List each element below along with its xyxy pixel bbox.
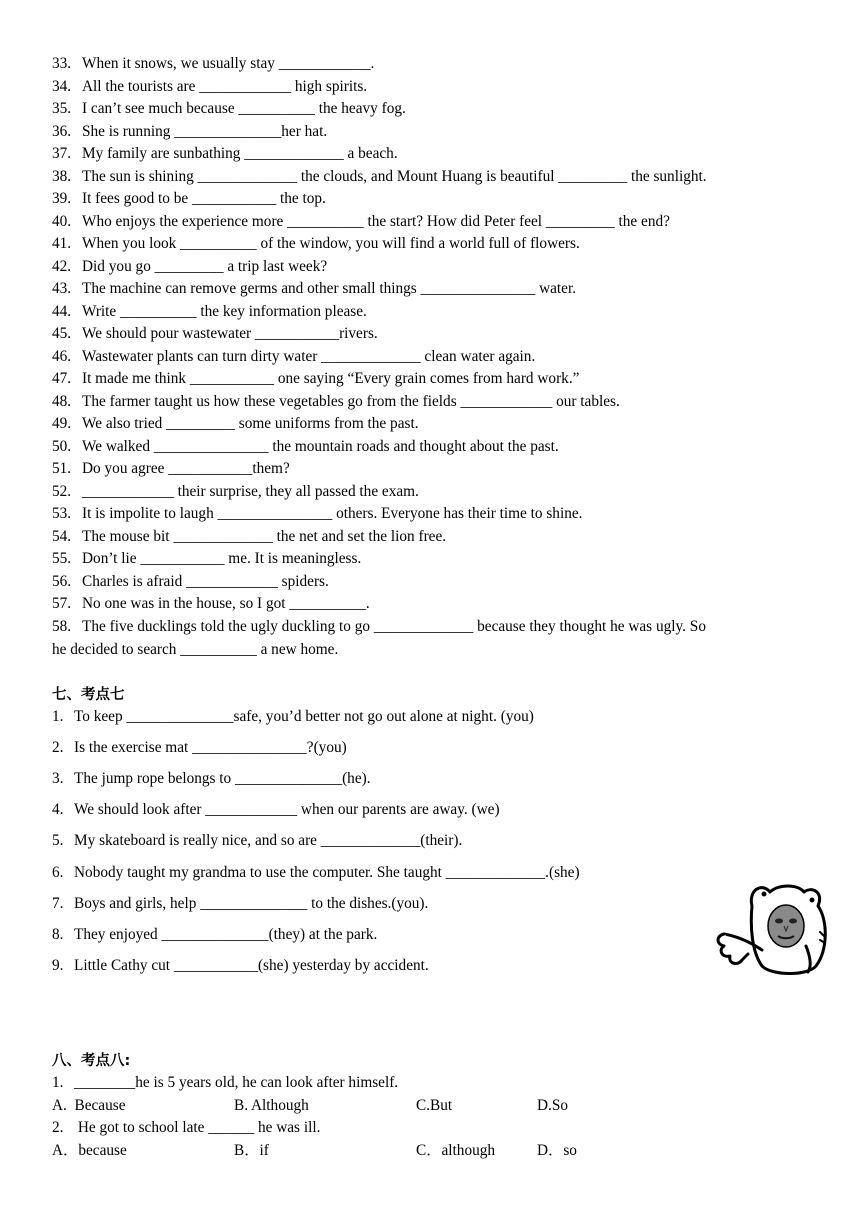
item-number: 40. bbox=[52, 212, 72, 230]
item-number: 39. bbox=[52, 190, 72, 207]
item-number: 47. bbox=[52, 370, 72, 387]
bear-pointing-sticker-icon bbox=[712, 880, 830, 980]
exercise-item bbox=[52, 370, 579, 388]
item-text: We should pour wastewater ___________rivers. bbox=[82, 325, 378, 342]
item-text: She is running ______________her hat. bbox=[82, 122, 328, 140]
item-text: The mouse bit _____________ the net and set the lion free. bbox=[82, 527, 447, 545]
exercise-item bbox=[52, 123, 327, 141]
item-number: 36. bbox=[52, 122, 72, 140]
item-text: It is impolite to laugh _______________ others. Everyone has their time to shine. bbox=[82, 505, 583, 522]
item-number: 52. bbox=[52, 482, 72, 500]
item-text: It fees good to be ___________ the top. bbox=[82, 190, 326, 207]
item-text: My skateboard is really nice, and so are _____________(their). bbox=[74, 832, 463, 850]
section-8-question-1 bbox=[52, 1074, 398, 1092]
exercise-item bbox=[52, 550, 361, 568]
item-text: It made me think ___________ one saying “Every grain comes from hard work.” bbox=[82, 370, 580, 387]
q2-option-b: B．if bbox=[234, 1142, 269, 1159]
pronoun-exercise-item bbox=[52, 832, 462, 850]
exercise-item bbox=[52, 618, 706, 636]
item-text: To keep ______________safe, you’d better not go out alone at night. (you) bbox=[74, 708, 534, 725]
exercise-item bbox=[52, 303, 367, 321]
item-text: The sun is shining _____________ the clouds, and Mount Huang is beautiful _________ the sunlight. bbox=[82, 167, 707, 185]
item-number: 37. bbox=[52, 145, 72, 162]
exercise-item bbox=[52, 213, 670, 231]
item-number: 44. bbox=[52, 302, 72, 320]
item-text: Did you go _________ a trip last week? bbox=[82, 257, 328, 275]
item-number: 57. bbox=[52, 595, 72, 612]
item-number: 45. bbox=[52, 325, 72, 342]
pronoun-exercise-item bbox=[52, 770, 371, 788]
item-number: 43. bbox=[52, 280, 72, 297]
item-text: When it snows, we usually stay ____________. bbox=[82, 55, 375, 72]
item-number: 48. bbox=[52, 392, 72, 410]
item-number: 5. bbox=[52, 832, 64, 850]
item-text: Don’t lie ___________ me. It is meaningless. bbox=[82, 550, 362, 567]
exercise-item bbox=[52, 460, 290, 478]
exercise-item bbox=[52, 393, 620, 411]
item-number: 58. bbox=[52, 617, 72, 635]
item-text: Charles is afraid ____________ spiders. bbox=[82, 572, 329, 590]
exercise-item bbox=[52, 438, 559, 456]
exercise-item bbox=[52, 505, 582, 523]
exercise-item bbox=[52, 55, 374, 73]
item-text: Is the exercise mat _______________?(you) bbox=[74, 739, 347, 757]
item-text: I can’t see much because __________ the heavy fog. bbox=[82, 100, 406, 117]
item-number: 33. bbox=[52, 55, 72, 72]
exercise-item bbox=[52, 258, 327, 276]
item-number: 1. bbox=[52, 708, 64, 725]
item-number: 51. bbox=[52, 460, 72, 477]
question-number: 2. bbox=[52, 1119, 64, 1136]
section-7-heading: 七、考点七 bbox=[52, 687, 125, 703]
pronoun-exercise-item bbox=[52, 926, 377, 944]
question-text: ________he is 5 years old, he can look after himself. bbox=[74, 1074, 399, 1091]
item-number: 34. bbox=[52, 77, 72, 95]
item-number: 8. bbox=[52, 925, 64, 943]
exercise-item bbox=[52, 528, 446, 546]
section-8-heading: 八、考点八: bbox=[52, 1053, 131, 1069]
item-text: The five ducklings told the ugly duckling to go _____________ because they thought he was ugly. So bbox=[82, 617, 706, 635]
exercise-item bbox=[52, 415, 419, 433]
item-number: 54. bbox=[52, 527, 72, 545]
item-text: No one was in the house, so I got __________. bbox=[82, 595, 370, 612]
q1-option-a: A. Because bbox=[52, 1097, 126, 1114]
item-text: Do you agree ___________them? bbox=[82, 460, 290, 477]
pronoun-exercise-item bbox=[52, 895, 428, 913]
pronoun-exercise-item bbox=[52, 708, 534, 726]
item-text: When you look __________ of the window, you will find a world full of flowers. bbox=[82, 235, 580, 252]
exercise-item bbox=[52, 100, 406, 118]
item-number: 42. bbox=[52, 257, 72, 275]
item-number: 49. bbox=[52, 415, 72, 432]
exercise-item bbox=[52, 235, 580, 253]
exercise-item bbox=[52, 325, 378, 343]
q2-option-a: A．because bbox=[52, 1142, 127, 1159]
exercise-item bbox=[52, 145, 398, 163]
item-number: 9. bbox=[52, 956, 64, 974]
item-58-continuation: he decided to search __________ a new home. bbox=[52, 641, 339, 658]
item-text: They enjoyed ______________(they) at the park. bbox=[74, 925, 378, 943]
q1-option-d: D.So bbox=[537, 1097, 569, 1114]
item-number: 2. bbox=[52, 739, 64, 757]
exercise-item bbox=[52, 348, 535, 366]
exercise-item bbox=[52, 595, 370, 613]
item-text: Boys and girls, help ______________ to the dishes.(you). bbox=[74, 894, 429, 912]
exercise-item bbox=[52, 190, 326, 208]
item-text: ____________ their surprise, they all passed the exam. bbox=[82, 482, 419, 500]
item-text: We should look after ____________ when our parents are away. (we) bbox=[74, 801, 500, 819]
exercise-item bbox=[52, 168, 707, 186]
item-number: 38. bbox=[52, 167, 72, 185]
item-number: 50. bbox=[52, 437, 72, 455]
item-number: 46. bbox=[52, 347, 72, 365]
question-number: 1. bbox=[52, 1074, 64, 1091]
item-text: The machine can remove germs and other small things _______________ water. bbox=[82, 280, 577, 297]
item-text: Who enjoys the experience more __________ the start? How did Peter feel _________ the end? bbox=[82, 212, 670, 230]
item-number: 53. bbox=[52, 505, 72, 522]
item-number: 7. bbox=[52, 894, 64, 912]
item-number: 35. bbox=[52, 100, 72, 117]
question-text: He got to school late ______ he was ill. bbox=[74, 1119, 321, 1136]
item-text: Wastewater plants can turn dirty water _____________ clean water again. bbox=[82, 347, 536, 365]
q1-option-b: B. Although bbox=[234, 1097, 309, 1114]
item-text: Nobody taught my grandma to use the computer. She taught _____________.(she) bbox=[74, 863, 580, 881]
q2-option-c: C．although bbox=[416, 1142, 496, 1159]
item-number: 4. bbox=[52, 801, 64, 819]
item-text: My family are sunbathing _____________ a beach. bbox=[82, 145, 398, 162]
q2-option-d: D．so bbox=[537, 1142, 577, 1159]
item-text: The jump rope belongs to ______________(he). bbox=[74, 770, 371, 788]
pronoun-exercise-item bbox=[52, 957, 429, 975]
pronoun-exercise-item bbox=[52, 864, 580, 882]
pronoun-exercise-item bbox=[52, 739, 347, 757]
item-number: 41. bbox=[52, 235, 72, 252]
item-number: 6. bbox=[52, 863, 64, 881]
item-text: Little Cathy cut ___________(she) yesterday by accident. bbox=[74, 956, 429, 974]
q1-option-c: C.But bbox=[416, 1097, 453, 1114]
exercise-item bbox=[52, 483, 419, 501]
item-number: 55. bbox=[52, 550, 72, 567]
item-text: We walked _______________ the mountain roads and thought about the past. bbox=[82, 437, 559, 455]
item-text: Write __________ the key information please. bbox=[82, 302, 367, 320]
exercise-item bbox=[52, 280, 576, 298]
item-text: All the tourists are ____________ high spirits. bbox=[82, 77, 368, 95]
exercise-item bbox=[52, 573, 329, 591]
pronoun-exercise-item bbox=[52, 801, 500, 819]
item-number: 3. bbox=[52, 770, 64, 788]
item-text: We also tried _________ some uniforms from the past. bbox=[82, 415, 419, 432]
section-8-question-2 bbox=[52, 1119, 320, 1137]
item-number: 56. bbox=[52, 572, 72, 590]
exercise-item bbox=[52, 78, 367, 96]
item-text: The farmer taught us how these vegetables go from the fields ____________ our tables. bbox=[82, 392, 620, 410]
